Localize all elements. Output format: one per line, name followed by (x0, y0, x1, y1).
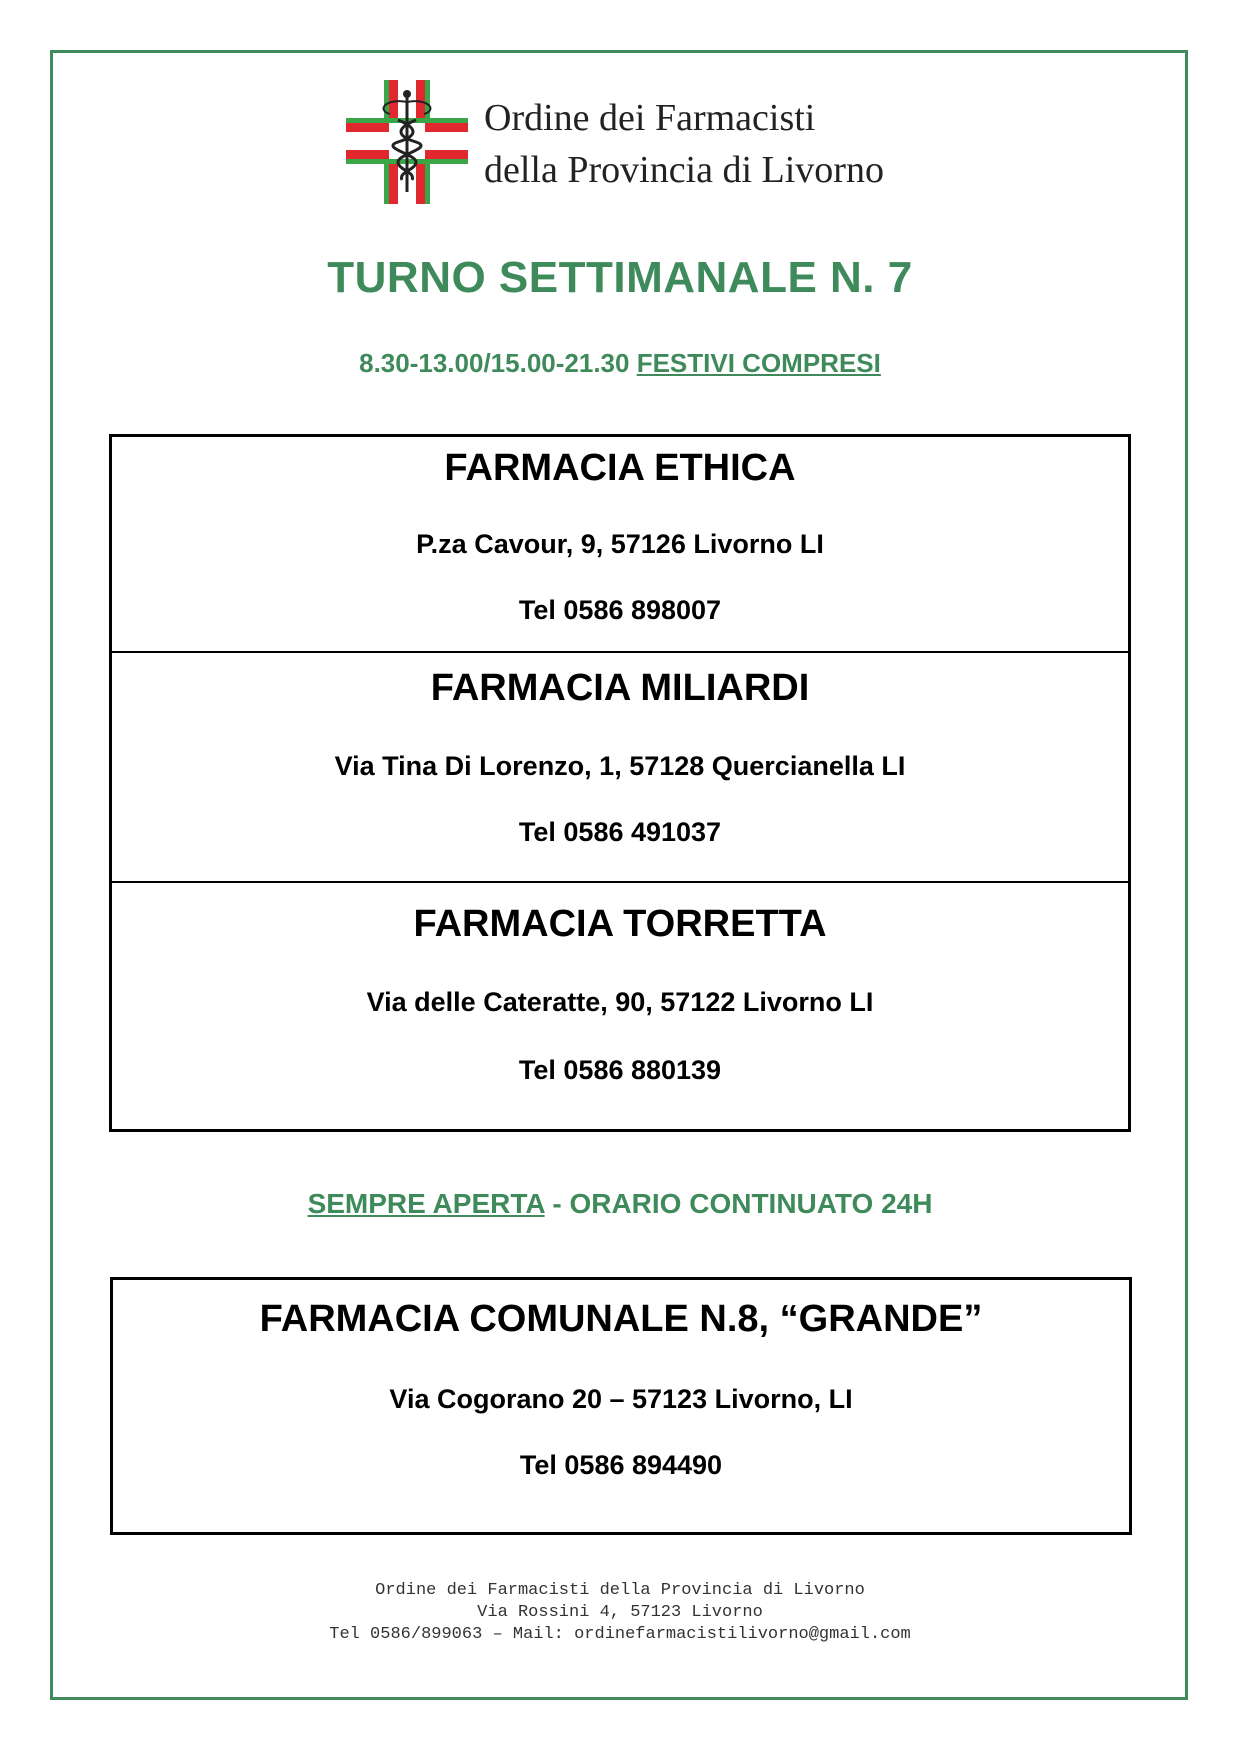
pharmacist-cross-logo-icon (346, 80, 468, 204)
hours-time: 8.30-13.00/15.00-21.30 (359, 348, 630, 378)
opening-hours (0, 348, 1240, 379)
pharmacy-name: FARMACIA COMUNALE N.8, “GRANDE” (259, 1298, 983, 1340)
pharmacy-row (112, 653, 1128, 883)
pharmacy-address: Via Cogorano 20 – 57123 Livorno, LI (389, 1384, 853, 1414)
pharmacy-phone: Tel 0586 491037 (518, 817, 722, 847)
footer-address: Via Rossini 4, 57123 Livorno (477, 1603, 763, 1622)
pharmacy-phone: Tel 0586 880139 (518, 1055, 722, 1085)
footer-contact: Tel 0586/899063 – Mail: ordinefarmacistilivorno@gmail.com (329, 1625, 911, 1644)
pharmacy-address: P.za Cavour, 9, 57126 Livorno LI (416, 529, 824, 559)
hours-festivi: FESTIVI COMPRESI (636, 348, 881, 378)
pharmacy-phone: Tel 0586 894490 (519, 1450, 723, 1480)
footer (0, 1580, 1240, 1646)
pharmacy-name: FARMACIA TORRETTA (413, 903, 827, 945)
org-name-line2: della Provincia di Livorno (484, 149, 884, 191)
orario-continuato-label: - ORARIO CONTINUATO 24H (544, 1188, 933, 1219)
pharmacy-table (109, 434, 1131, 1132)
pharmacy-name: FARMACIA ETHICA (444, 447, 796, 489)
pharmacy-address: Via Tina Di Lorenzo, 1, 57128 Quercianella LI (334, 751, 906, 781)
org-name-line1: Ordine dei Farmacisti (484, 97, 816, 139)
footer-org: Ordine dei Farmacisti della Provincia di Livorno (375, 1581, 865, 1600)
comunale-pharmacy-box (110, 1277, 1132, 1535)
pharmacy-phone: Tel 0586 898007 (518, 595, 722, 625)
pharmacy-address: Via delle Cateratte, 90, 57122 Livorno LI (366, 987, 874, 1017)
pharmacy-row (112, 883, 1128, 1129)
organization-name (484, 92, 924, 196)
always-open-notice (0, 1188, 1240, 1220)
sempre-aperta-label: SEMPRE APERTA (307, 1188, 545, 1219)
pharmacy-row (112, 437, 1128, 653)
pharmacy-name: FARMACIA MILIARDI (430, 667, 810, 709)
page-title: TURNO SETTIMANALE N. 7 (327, 253, 913, 302)
